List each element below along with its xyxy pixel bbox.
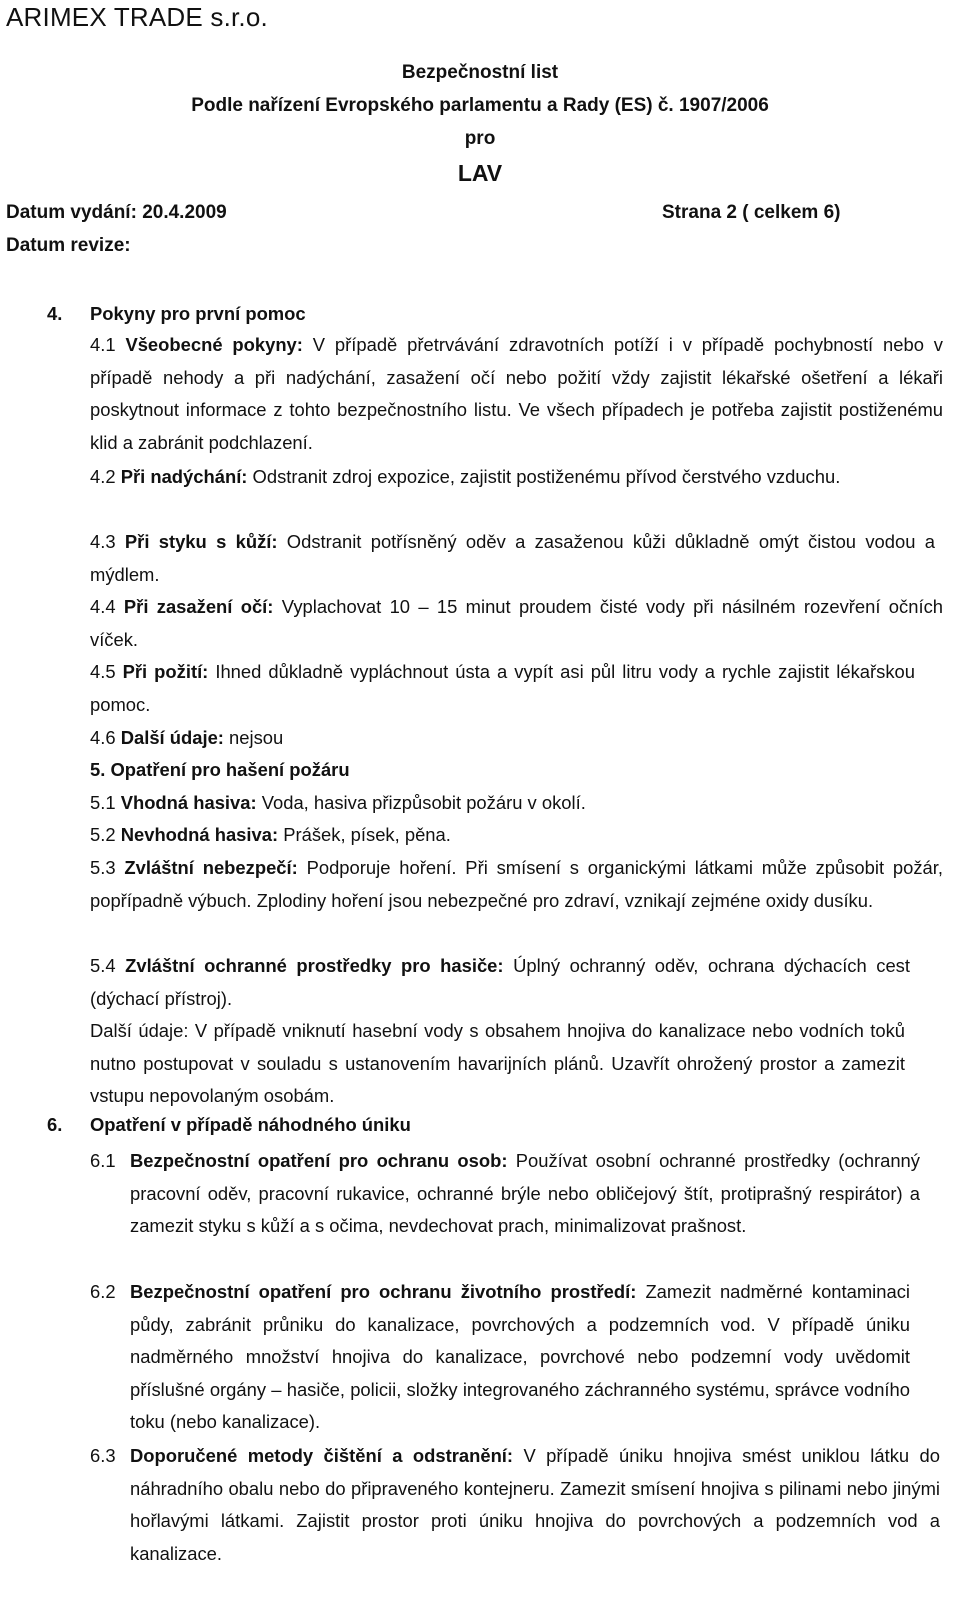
paragraph-label: Bezpečnostní opatření pro ochranu životního prostředí:: [130, 1281, 637, 1302]
paragraph-number: 4.5: [90, 661, 116, 682]
paragraph-number: 4.1: [90, 334, 116, 355]
paragraph-4-3: [90, 526, 935, 591]
paragraph-number: 5.2: [90, 824, 116, 845]
paragraph-text: Voda, hasiva přizpůsobit požáru v okolí.: [256, 792, 586, 813]
paragraph-text: Ihned důkladně vypláchnout ústa a vypít asi půl litru vody a rychle zajistit lékařskou pomoc.: [90, 661, 915, 715]
paragraph-label: Bezpečnostní opatření pro ochranu osob:: [130, 1150, 508, 1171]
paragraph-text: nejsou: [223, 727, 284, 748]
paragraph-label: Při styku s kůží:: [124, 531, 278, 552]
paragraph-5-1: [90, 787, 586, 820]
section-4-title: Pokyny pro první pomoc: [90, 303, 306, 324]
paragraph-number: 4.4: [90, 596, 116, 617]
paragraph-label: Při zasažení očí:: [123, 596, 274, 617]
paragraph-label: Doporučené metody čištění a odstranění:: [130, 1445, 514, 1466]
paragraph-number: 4.3: [90, 531, 116, 552]
paragraph-text: Podporuje hoření. Při smísení s organickými látkami může způsobit požár, popřípadně výbuch. Zplodiny hoření jsou nebezpečné pro zdraví, vznikají zejméne oxidy dusíku.: [90, 857, 943, 911]
paragraph-label: Při požití:: [122, 661, 209, 682]
paragraph-4-2: [90, 461, 910, 494]
paragraph-text: Prášek, písek, pěna.: [278, 824, 451, 845]
section-6-number: 6.: [47, 1114, 63, 1135]
paragraph-text: Zamezit nadměrné kontaminaci půdy, zabránit průniku do kanalizace, povrchových a podzemních vod. V případě úniku nadměrného množství hnojiva do kanalizace, povrchové nebo podzemní vody uvědomit příslušné orgány – hasiče, policii, složky integrovaného záchranného systému, správce vodního toku (nebo kanalizace).: [130, 1281, 911, 1433]
paragraph-4-5: [90, 656, 915, 721]
product-name: LAV: [457, 160, 503, 186]
document-title: Bezpečnostní list: [401, 62, 559, 83]
section-4-number: 4.: [47, 303, 63, 324]
paragraph-number: 4.2: [90, 466, 116, 487]
paragraph-6-3-number: 6.3: [90, 1445, 116, 1466]
paragraph-label: Zvláštní ochranné prostředky pro hasiče:: [125, 955, 504, 976]
paragraph-4-6: [90, 722, 283, 755]
paragraph-number: 5.3: [90, 857, 116, 878]
paragraph-text: Odstranit zdroj expozice, zajistit postiženému přívod čerstvého vzduchu.: [247, 466, 841, 487]
paragraph-label: Při nadýchání:: [120, 466, 248, 487]
paragraph-6-1-number: 6.1: [90, 1150, 116, 1171]
paragraph-number: 5.1: [90, 792, 116, 813]
paragraph-label: Vhodná hasiva:: [120, 792, 257, 813]
paragraph-text: Používat osobní ochranné prostředky (ochranný pracovní oděv, pracovní rukavice, ochranné brýle nebo obličejový štít, protiprašný respirátor) a zamezit styku s kůží a s očima, nevdechovat prach, minimalizovat prašnost.: [130, 1150, 920, 1237]
paragraph-label: Další údaje:: [120, 727, 224, 748]
paragraph-text: V případě přetrvávání zdravotních potíží i v případě pochybností nebo v případě nehody a při nadýchání, zasažení očí nebo požití vždy zajistit lékařské ošetření a lékaři poskytnout informace z tohto bezpečnostního listu. Ve všech případech je potřeba zajistit postiženému klid a zabránit podchlazení.: [90, 334, 943, 453]
paragraph-number: 4.6: [90, 727, 116, 748]
paragraph-6-3: [130, 1440, 940, 1570]
paragraph-6-2-number: 6.2: [90, 1281, 116, 1302]
paragraph-5-3: [90, 852, 943, 917]
paragraph-number: 5.4: [90, 955, 116, 976]
paragraph-4-4: [90, 591, 943, 656]
paragraph-text: V případě úniku hnojiva smést uniklou látku do náhradního obalu nebo do připraveného kontejneru. Zamezit smísení hnojiva s pilinami nebo jinými hořlavými látkami. Zajistit prostor proti úniku hnojiva do povrchových a podzemních vod a kanalizace.: [130, 1445, 940, 1564]
for-label: pro: [464, 128, 496, 149]
revision-date: Datum revize:: [6, 235, 131, 256]
issue-date: Datum vydání: 20.4.2009: [6, 202, 227, 223]
section-6-title: Opatření v případě náhodného úniku: [90, 1114, 411, 1135]
paragraph-text: Odstranit potřísněný oděv a zasaženou kůži důkladně omýt čistou vodou a mýdlem.: [90, 531, 935, 585]
paragraph-4-1: [90, 329, 943, 459]
paragraph-6-2: [130, 1276, 910, 1439]
section-5-title: 5. Opatření pro hašení požáru: [90, 759, 350, 780]
paragraph-5-4: [90, 950, 910, 1015]
paragraph-text: Vyplachovat 10 – 15 minut proudem čisté vody při násilném rozevření očních víček.: [90, 596, 943, 650]
paragraph-6-1: [130, 1145, 920, 1243]
regulation-line: Podle nařízení Evropského parlamentu a Rady (ES) č. 1907/2006: [191, 95, 769, 116]
paragraph-label: Nevhodná hasiva:: [120, 824, 279, 845]
paragraph-text: Úplný ochranný oděv, ochrana dýchacích cest (dýchací přístroj).: [90, 955, 910, 1009]
paragraph-5-2: [90, 819, 451, 852]
page-info: Strana 2 ( celkem 6): [662, 202, 841, 223]
company-name: ARIMEX TRADE s.r.o.: [6, 2, 268, 32]
paragraph-5-extra: Další údaje: V případě vniknutí hasební vody s obsahem hnojiva do kanalizace nebo vodních toků nutno postupovat v souladu s ustanovením havarijních plánů. Uzavřít ohrožený prostor a zamezit vstupu nepovolaným osobám.: [90, 1020, 905, 1107]
paragraph-label: Zvláštní nebezpečí:: [124, 857, 298, 878]
paragraph-label: Všeobecné pokyny:: [125, 334, 303, 355]
